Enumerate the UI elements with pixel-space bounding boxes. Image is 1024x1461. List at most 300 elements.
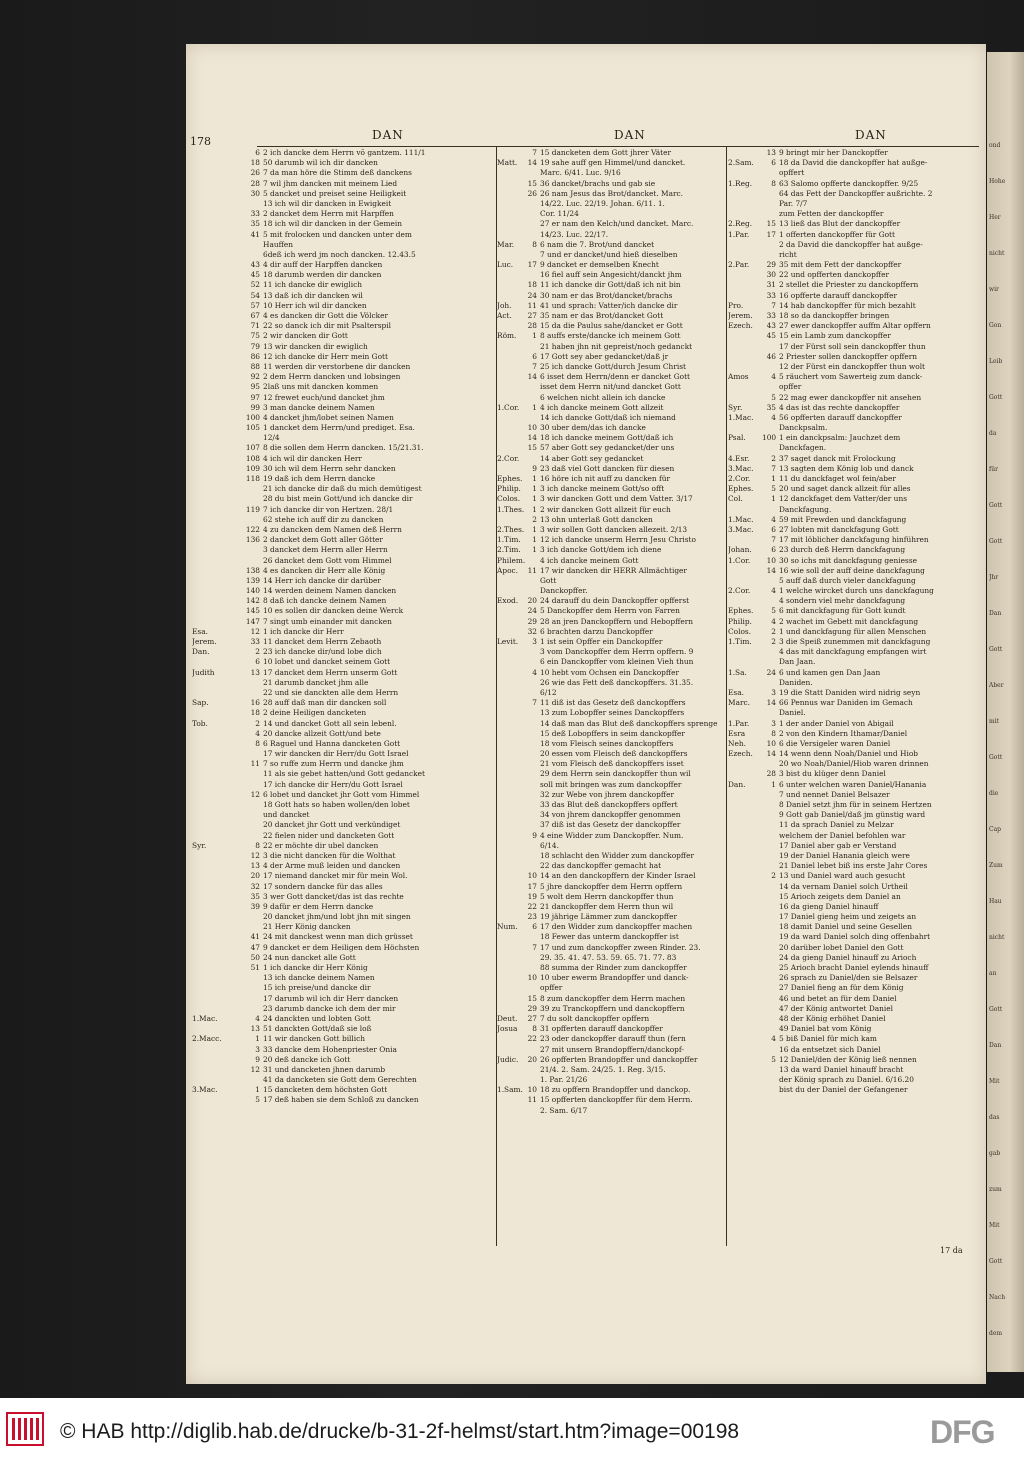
chapter-number: 7 xyxy=(532,698,537,708)
entry-text: Dan Jaan. xyxy=(779,657,816,667)
index-entry xyxy=(192,219,496,229)
chapter-number: 8 xyxy=(255,840,260,850)
index-entry xyxy=(497,1014,725,1024)
index-entry xyxy=(192,617,496,627)
book-abbreviation: Psal. xyxy=(728,433,746,443)
chapter-number: 18 xyxy=(527,280,537,290)
chapter-number: 33 xyxy=(766,290,776,300)
chapter-number: 2 xyxy=(255,718,260,728)
index-entry xyxy=(497,769,725,779)
entry-text: 3 die Speiß zunemmen mit danckfagung xyxy=(779,637,931,646)
index-entry xyxy=(728,882,978,892)
entry-text: 6 brachten darzu Danckopffer xyxy=(540,626,653,636)
entry-text: 3 wer Gott dancket/das ist das rechte xyxy=(263,891,404,901)
entry-text: 10 uber ewerm Brandopffer und danck- xyxy=(540,973,689,983)
entry-text: 9 dafür er dem Herrn dancke xyxy=(263,901,374,911)
entry-text: 1. Par. 21/26 xyxy=(540,1075,588,1085)
entry-text: 12 der Fürst ein danckopffer thun wolt xyxy=(779,361,926,371)
index-entry xyxy=(728,230,978,240)
book-abbreviation: 2.Tim. xyxy=(497,545,521,555)
index-entry xyxy=(192,637,496,647)
entry-text: 37 diß ist das Gesetz der danckopffer xyxy=(540,820,681,830)
chapter-number: 140 xyxy=(245,586,260,596)
entry-text: 5 wolt dem Herrn danckopffer thun xyxy=(540,891,674,901)
entry-text: 2 deine Heiligen dancketen xyxy=(263,708,367,718)
chapter-number: 75 xyxy=(250,331,260,341)
dfg-logo: DFG xyxy=(930,1414,995,1450)
entry-text: opffer xyxy=(540,983,563,993)
entry-text: 32 zur Webe von jhrem danckopffer xyxy=(540,789,675,799)
entry-text: 28 auff daß man dir dancken soll xyxy=(263,698,387,708)
book-abbreviation: Neh. xyxy=(728,738,746,748)
chapter-number: 17 xyxy=(766,229,776,239)
index-entry xyxy=(497,820,725,830)
entry-text: 31 opfferten darauff danckopffer xyxy=(540,1024,663,1034)
entry-text: 19 sahe auff gen Himmel/und dancket. xyxy=(540,158,686,168)
index-entry xyxy=(192,505,496,515)
index-entry xyxy=(497,158,725,168)
index-entry xyxy=(192,484,496,494)
entry-text: opffert xyxy=(779,168,805,178)
entry-text: 2 wir dancken Gott allzeit für euch xyxy=(540,504,671,514)
index-entry xyxy=(192,423,496,433)
footer-bar xyxy=(0,1398,1024,1461)
chapter-number: 9 xyxy=(532,463,537,473)
entry-text: 7 so ruffe zum Herrn und dancke jhm xyxy=(263,759,404,769)
index-entry xyxy=(497,1095,725,1105)
index-entry xyxy=(192,535,496,545)
entry-text: 1 und danckfagung für allen Menschen xyxy=(779,626,927,636)
entry-text: 7 ich dancke dir von Hertzen. 28/1 xyxy=(263,504,394,514)
entry-text: 10 lobet und dancket seinem Gott xyxy=(263,657,391,667)
index-entry xyxy=(728,769,978,779)
entry-text: 13 ich wil dir dancken in Ewigkeit xyxy=(263,198,392,208)
index-entry xyxy=(192,759,496,769)
entry-text: 41 da dancketen sie Gott dem Gerechten xyxy=(263,1075,417,1085)
chapter-number: 5 xyxy=(771,606,776,616)
entry-text: 28 du bist mein Gott/und ich dancke dir xyxy=(263,494,413,504)
entry-text: 18 ich wil dir dancken in der Gemein xyxy=(263,219,402,229)
index-entry xyxy=(497,841,725,851)
entry-text: 20 und saget danck allzeit für alles xyxy=(779,484,911,494)
book-abbreviation: Philem. xyxy=(497,555,526,565)
index-entry xyxy=(192,443,496,453)
entry-text: 8 auffs erste/dancke ich meinem Gott xyxy=(540,331,681,341)
chapter-number: 88 xyxy=(250,361,260,371)
entry-text: Gott xyxy=(540,575,557,585)
chapter-number: 1 xyxy=(771,779,776,789)
facing-page-fragment: Mit xyxy=(989,1222,1000,1229)
entry-text: 8 zum danckopffer dem Herrn machen xyxy=(540,993,686,1003)
book-abbreviation: Philip. xyxy=(497,484,521,494)
entry-text: 59 mit Frewden und danckfagung xyxy=(779,514,907,524)
index-entry xyxy=(497,851,725,861)
entry-text: 18 schlacht den Widder zum danckopffer xyxy=(540,850,695,860)
entry-text: 17 und zum danckopffer zween Rinder. 23. xyxy=(540,942,701,952)
index-entry xyxy=(497,433,725,443)
chapter-number: 28 xyxy=(766,769,776,779)
facing-page-fragment: Gott xyxy=(989,1258,1003,1265)
entry-text: 2 dancket dem Gott aller Götter xyxy=(263,535,383,545)
entry-text: 18 Fewer das unterm danckopffer ist xyxy=(540,932,679,942)
entry-text: 26 sprach zu Daniel/den sie Belsazer xyxy=(779,973,918,983)
index-entry xyxy=(497,382,725,392)
chapter-number: 31 xyxy=(766,280,776,290)
index-entry xyxy=(728,168,978,178)
chapter-number: 9 xyxy=(255,1054,260,1064)
book-abbreviation: Judic. xyxy=(497,1054,519,1064)
chapter-number: 2 xyxy=(771,453,776,463)
entry-text: 51 danckten Gott/daß sie loß xyxy=(263,1024,372,1034)
entry-text: 7 singt umb einander mit dancken xyxy=(263,616,392,626)
chapter-number: 4 xyxy=(771,616,776,626)
chapter-number: 29 xyxy=(766,260,776,270)
entry-text: 18 so da danckopffer bringen xyxy=(779,311,890,320)
index-entry xyxy=(192,280,496,290)
chapter-number: 13 xyxy=(766,148,776,157)
index-entry xyxy=(497,871,725,881)
entry-text: 33 dancke dem Hohenpriester Onia xyxy=(263,1044,397,1054)
entry-text: 23 durch deß Herrn danckfagung xyxy=(779,545,906,555)
entry-text: 23 oder danckopffer darauff thun (fern xyxy=(540,1034,686,1044)
index-entry xyxy=(728,943,978,953)
chapter-number: 29 xyxy=(527,616,537,626)
index-entry xyxy=(497,678,725,688)
book-abbreviation: 1.Cor. xyxy=(728,555,751,565)
entry-text: 18 damit Daniel und seine Gesellen xyxy=(779,922,913,932)
chapter-number: 1 xyxy=(532,535,537,545)
book-abbreviation: Num. xyxy=(497,922,518,932)
index-entry xyxy=(497,647,725,657)
entry-text: 49 Daniel bat vom König xyxy=(779,1024,872,1034)
book-abbreviation: Colos. xyxy=(728,626,752,636)
chapter-number: 2 xyxy=(255,647,260,657)
index-entry xyxy=(728,545,978,555)
entry-text: 14 Herr ich dancke dir darüber xyxy=(263,575,381,585)
entry-text: 24 mit danckest wenn man dich grüsset xyxy=(263,932,413,942)
entry-text: 1 der ander Daniel von Abigail xyxy=(779,718,894,728)
index-entry xyxy=(728,576,978,586)
entry-text: 28 an jren Danckopffern und Hebopffern xyxy=(540,616,693,626)
index-entry xyxy=(497,953,725,963)
chapter-number: 142 xyxy=(245,596,260,606)
index-entry xyxy=(192,372,496,382)
index-entry xyxy=(192,352,496,362)
chapter-number: 1 xyxy=(532,402,537,412)
index-entry xyxy=(728,443,978,453)
index-entry xyxy=(497,1075,725,1085)
index-entry xyxy=(497,902,725,912)
entry-text: 24 danckten und lobten Gott xyxy=(263,1013,371,1023)
index-entry xyxy=(497,790,725,800)
entry-text: 1 dancket dem Herrn/und prediget. Esa. xyxy=(263,423,415,433)
chapter-number: 17 xyxy=(527,881,537,891)
entry-text: 3 die nicht dancken für die Wolthat xyxy=(263,850,396,860)
index-entry xyxy=(497,892,725,902)
index-entry xyxy=(728,657,978,667)
entry-text: 6 lobet und dancket jhr Gott vom Himmel xyxy=(263,789,420,799)
facing-page-fragment: Hau xyxy=(989,898,1002,905)
index-entry xyxy=(497,994,725,1004)
chapter-number: 39 xyxy=(250,901,260,911)
chapter-number: 3 xyxy=(532,637,537,646)
chapter-number: 4 xyxy=(771,586,776,596)
entry-text: 15 Arioch zeigets dem Daniel an xyxy=(779,891,901,901)
index-entry xyxy=(728,158,978,168)
entry-text: 12 danckfaget dem Vatter/der uns xyxy=(779,494,907,504)
entry-text: 15 deß Lobopffers in seim danckopffer xyxy=(540,728,685,738)
entry-text: 16 wie soll der auff deine danckfagung xyxy=(779,565,925,575)
index-entry xyxy=(728,617,978,627)
entry-text: 27 er nam den Kelch/und dancket. Marc. xyxy=(540,219,694,229)
entry-text: 6 isset dem Herrn/denn er dancket Gott xyxy=(540,372,691,382)
facing-page-fragment: Her xyxy=(989,214,1001,221)
entry-text: 9 Gott gab Daniel/daß jm günstig ward xyxy=(779,810,926,820)
entry-text: Daniden. xyxy=(779,677,813,687)
index-entry xyxy=(192,189,496,199)
facing-page-fragment: Gon xyxy=(989,322,1002,329)
entry-text: 2 stellet die Priester zu danckopffern xyxy=(779,280,919,290)
index-entry xyxy=(192,250,496,260)
index-entry xyxy=(728,983,978,993)
chapter-number: 8 xyxy=(771,178,776,188)
index-entry xyxy=(192,983,496,993)
entry-text: Hauffen xyxy=(263,239,293,249)
book-abbreviation: 2.Cor. xyxy=(728,586,751,596)
index-entry xyxy=(192,871,496,881)
index-entry xyxy=(192,260,496,270)
index-entry xyxy=(497,342,725,352)
chapter-number: 1 xyxy=(532,484,537,494)
index-entry xyxy=(497,372,725,382)
entry-text: Cor. 11/24 xyxy=(540,209,579,219)
entry-text: 1 welche wircket durch uns danckfagung xyxy=(779,586,934,596)
entry-text: 21 darumb dancket jhm alle xyxy=(263,677,369,687)
entry-text: 8 Daniel setzt jhm für in seinem Hertzen xyxy=(779,800,932,809)
index-entry xyxy=(497,719,725,729)
index-entry xyxy=(728,1034,978,1044)
index-entry xyxy=(728,403,978,413)
index-entry xyxy=(497,505,725,515)
index-entry xyxy=(728,199,978,209)
entry-text: 6 welchen nicht allein ich dancke xyxy=(540,392,666,402)
chapter-number: 7 xyxy=(532,361,537,371)
chapter-number: 4 xyxy=(255,728,260,738)
index-entry xyxy=(728,800,978,810)
chapter-number: 6 xyxy=(771,545,776,555)
index-entry xyxy=(497,586,725,596)
index-entry xyxy=(192,331,496,341)
chapter-number: 139 xyxy=(245,575,260,585)
chapter-number: 15 xyxy=(527,993,537,1003)
index-entry xyxy=(728,393,978,403)
entry-text: 15 dancketen dem Gott jhrer Väter xyxy=(540,148,671,157)
chapter-number: 3 xyxy=(771,718,776,728)
chapter-number: 118 xyxy=(245,474,260,483)
entry-text: 9 dancket er dem Heiligen dem Höchsten xyxy=(263,942,420,952)
index-entry xyxy=(728,291,978,301)
index-entry xyxy=(728,871,978,881)
entry-text: 20 darüber lobet Daniel den Gott xyxy=(779,942,904,952)
index-entry xyxy=(192,454,496,464)
entry-text: 26 dancket dem Gott vom Himmel xyxy=(263,555,392,565)
index-entry xyxy=(728,1024,978,1034)
entry-text: 14 hab danckopffer für mich bezahlt xyxy=(779,300,916,310)
index-entry xyxy=(728,494,978,504)
index-entry xyxy=(192,657,496,667)
index-entry xyxy=(192,464,496,474)
chapter-number: 28 xyxy=(250,178,260,188)
entry-text: 17 Gott sey aber gedancket/daß jr xyxy=(540,351,669,361)
entry-text: Danckpsalm. xyxy=(779,423,828,433)
entry-text: 6deß ich werd jm noch dancken. 12.43.5 xyxy=(263,249,416,259)
entry-text: 5 jhre danckopffer dem Herrn opffern xyxy=(540,881,683,891)
book-abbreviation: Act. xyxy=(497,311,512,320)
index-entry xyxy=(192,1085,496,1095)
entry-text: 1 ich dancke dir Herr König xyxy=(263,963,368,972)
book-abbreviation: Johan. xyxy=(728,545,752,555)
index-entry xyxy=(497,1024,725,1034)
index-entry xyxy=(192,382,496,392)
entry-text: 18 darumb werden dir dancken xyxy=(263,270,382,280)
entry-text: 21 Daniel lebet biß ins erste Jahr Cores xyxy=(779,861,928,871)
index-entry xyxy=(728,301,978,311)
entry-text: 35 nam er das Brot/dancket Gott xyxy=(540,311,664,320)
index-entry xyxy=(497,535,725,545)
index-entry xyxy=(497,729,725,739)
entry-text: 3 dancket dem Herrn aller Herrn xyxy=(263,545,388,555)
entry-text: 47 der König antwortet Daniel xyxy=(779,1003,894,1013)
index-entry xyxy=(192,708,496,718)
entry-text: 21 Herr König dancken xyxy=(263,922,351,932)
index-entry xyxy=(728,525,978,535)
chapter-number: 2 xyxy=(532,514,537,524)
index-entry xyxy=(192,209,496,219)
index-entry xyxy=(728,189,978,199)
chapter-number: 18 xyxy=(250,158,260,168)
index-entry xyxy=(497,291,725,301)
chapter-number: 33 xyxy=(766,311,776,320)
index-entry xyxy=(497,362,725,372)
entry-text: 29 dem Herrn sein danckopffer thun wil xyxy=(540,769,691,779)
entry-text: 66 Pennus war Daniden im Gemach xyxy=(779,698,913,708)
entry-text: 14 wenn denn Noah/Daniel und Hiob xyxy=(779,749,919,759)
index-entry xyxy=(728,240,978,250)
entry-text: 11 als sie gebet hatten/und Gott gedancket xyxy=(263,769,426,779)
index-entry xyxy=(728,474,978,484)
entry-text: 13 da ward Daniel hinauff bracht xyxy=(779,1064,904,1074)
entry-text: 17 Daniel aber gab er Verstand xyxy=(779,840,897,850)
index-entry xyxy=(728,311,978,321)
book-abbreviation: 1.Par. xyxy=(728,229,750,239)
index-entry xyxy=(728,912,978,922)
column-heading-3: DAN xyxy=(855,128,887,142)
chapter-number: 11 xyxy=(250,759,260,769)
entry-text: 5 mit frolocken und dancken unter dem xyxy=(263,229,412,239)
facing-page-fragment: zum xyxy=(989,1186,1002,1193)
index-entry xyxy=(192,291,496,301)
index-entry xyxy=(192,566,496,576)
book-abbreviation: 1.Sa. xyxy=(728,667,747,677)
entry-text: richt xyxy=(779,249,797,259)
index-entry xyxy=(728,739,978,749)
entry-text: 13 ohn unterlaß Gott dancken xyxy=(540,514,653,524)
book-abbreviation: 1.Sam. xyxy=(497,1085,523,1095)
facing-page-fragment: da xyxy=(989,430,997,437)
entry-text: 12/4 xyxy=(263,433,280,443)
chapter-number: 4 xyxy=(771,1034,776,1044)
chapter-number: 41 xyxy=(250,229,260,239)
book-abbreviation: Colos. xyxy=(497,494,521,504)
index-entry xyxy=(192,342,496,352)
entry-text: 26 nam Jesus das Brot/dancket. Marc. xyxy=(540,188,684,198)
chapter-number: 6 xyxy=(771,524,776,534)
chapter-number: 22 xyxy=(527,901,537,911)
chapter-number: 28 xyxy=(527,321,537,331)
book-abbreviation: Matt. xyxy=(497,158,518,168)
chapter-number: 1 xyxy=(532,504,537,514)
index-entry xyxy=(728,932,978,942)
entry-text: 4 zu dancken dem Namen deß Herrn xyxy=(263,524,402,534)
index-entry xyxy=(497,780,725,790)
index-column-2 xyxy=(497,148,725,1116)
chapter-number: 4 xyxy=(771,514,776,524)
index-entry xyxy=(728,606,978,616)
index-entry xyxy=(192,494,496,504)
index-entry xyxy=(728,372,978,382)
entry-text: 10 Herr ich wil dir dancken xyxy=(263,300,367,310)
entry-text: 5 dancket und preiset seine Heiligkeit xyxy=(263,188,407,198)
entry-text: 14 aber Gott sey gedancket xyxy=(540,453,644,463)
entry-text: 22 das danckopffer gemacht hat xyxy=(540,861,662,871)
entry-text: 12 frewet euch/und dancket jhm xyxy=(263,392,385,402)
index-entry xyxy=(192,882,496,892)
index-entry xyxy=(192,179,496,189)
facing-page-fragment: Dan xyxy=(989,1042,1002,1049)
entry-text: 46 und betet an für dem Daniel xyxy=(779,993,897,1003)
chapter-number: 12 xyxy=(250,789,260,799)
index-entry xyxy=(497,576,725,586)
chapter-number: 41 xyxy=(250,932,260,942)
index-entry xyxy=(192,525,496,535)
entry-text: 19 da ward Daniel solch ding offenbahrt xyxy=(779,932,931,942)
chapter-number: 43 xyxy=(766,321,776,331)
chapter-number: 15 xyxy=(527,443,537,453)
index-entry xyxy=(728,1075,978,1085)
chapter-number: 10 xyxy=(527,973,537,983)
index-entry xyxy=(497,1065,725,1075)
index-entry xyxy=(728,1014,978,1024)
index-entry xyxy=(497,494,725,504)
entry-text: 37 saget danck mit Frolockung xyxy=(779,453,896,463)
chapter-number: 52 xyxy=(250,280,260,290)
chapter-number: 26 xyxy=(250,168,260,178)
index-entry xyxy=(497,657,725,667)
chapter-number: 15 xyxy=(766,219,776,229)
facing-page-fragment: gab xyxy=(989,1150,1001,1157)
facing-page-fragment: das xyxy=(989,1114,1000,1121)
index-entry xyxy=(192,393,496,403)
facing-page-fragment: für xyxy=(989,466,998,473)
book-abbreviation: Philip. xyxy=(728,616,752,626)
entry-text: 11 diß ist das Gesetz deß danckopffers xyxy=(540,698,686,708)
index-entry xyxy=(192,851,496,861)
chapter-number: 18 xyxy=(250,708,260,718)
entry-text: 2 wir dancken dir Gott xyxy=(263,331,348,341)
index-entry xyxy=(728,698,978,708)
entry-text: 11 du danckfaget wol fein/aber xyxy=(779,474,896,483)
index-entry xyxy=(497,943,725,953)
